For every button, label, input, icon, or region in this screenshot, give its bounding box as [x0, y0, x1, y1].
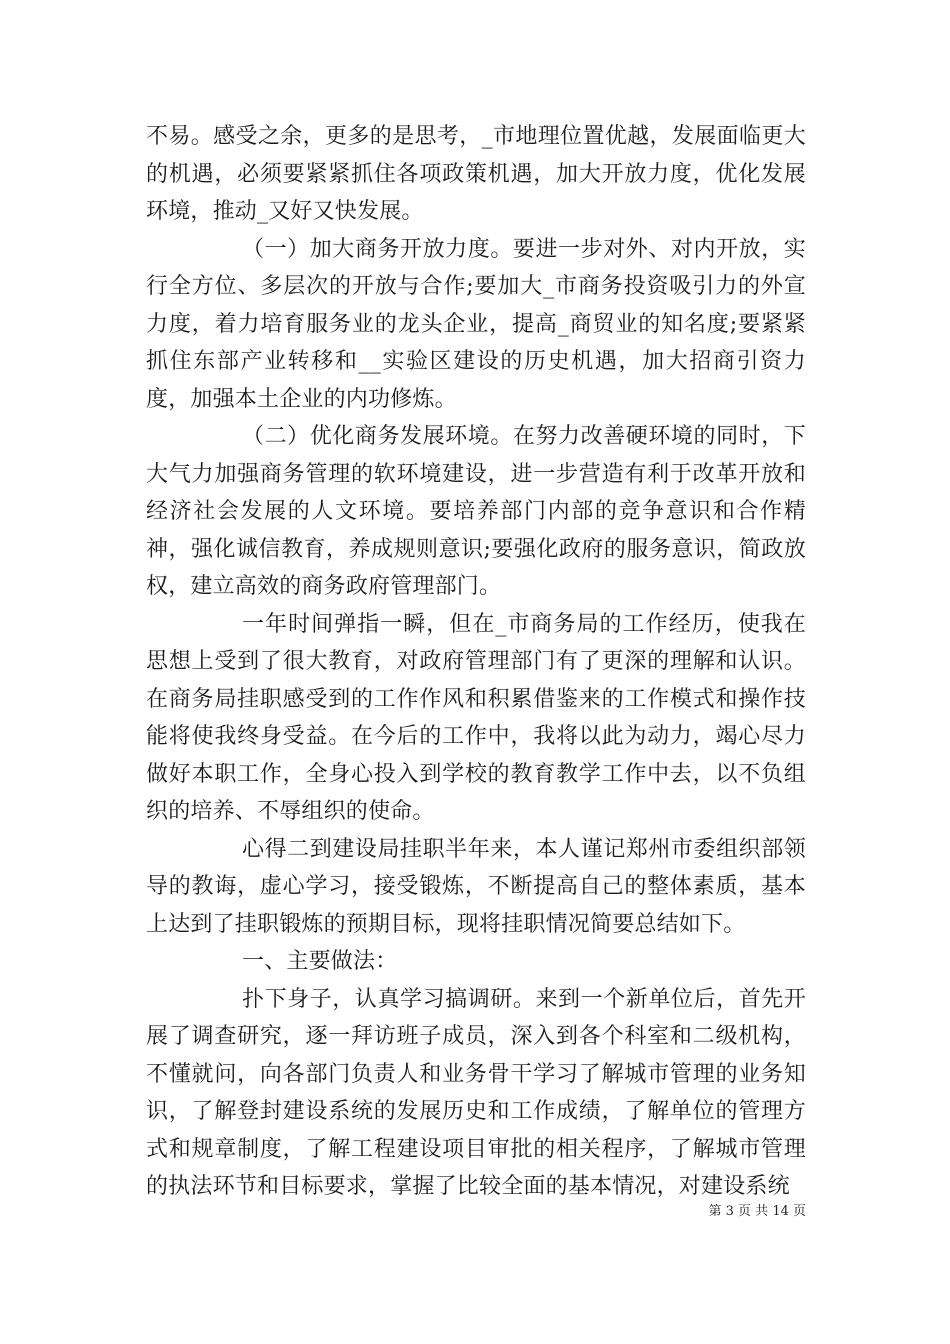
document-body — [146, 118, 806, 1206]
paragraph-2: （一）加大商务开放力度。要进一步对外、对内开放，实行全方位、多层次的开放与合作;要加大_市商务投资吸引力的外宣力度，着力培育服务业的龙头企业，提高_商贸业的知名度;要紧紧抓住东部产业转移和__实验区建设的历史机遇，加大招商引资力度，加强本土企业的内功修炼。 — [146, 236, 806, 412]
paragraph-1: 不易。感受之余，更多的是思考，_市地理位置优越，发展面临更大的机遇，必须要紧紧抓住各项政策机遇，加大开放力度，优化发展环境，推动_又好又快发展。 — [146, 124, 806, 224]
paragraph-3: （二）优化商务发展环境。在努力改善硬环境的同时，下大气力加强商务管理的软环境建设，进一步营造有利于改革开放和经济社会发展的人文环境。要培养部门内部的竞争意识和合作精神，强化诚信教育，养成规则意识;要强化政府的服务意识，简政放权，建立高效的商务政府管理部门。 — [146, 424, 806, 599]
paragraph-7: 扑下身子，认真学习搞调研。来到一个新单位后，首先开展了调查研究，逐一拜访班子成员，深入到各个科室和二级机构，不懂就问，向各部门负责人和业务骨干学习了解城市管理的业务知识，了解登封建设系统的发展历史和工作成绩，了解单位的管理方式和规章制度，了解工程建设项目审批的相关程序，了解城市管理的执法环节和目标要求，掌握了比较全面的基本情况，对建设系统 — [146, 986, 806, 1199]
page-number-footer: 第 3 页 共 14 页 — [708, 1204, 806, 1219]
section-heading: 一、主要做法： — [242, 949, 398, 974]
paragraph-4: 一年时间弹指一瞬，但在_市商务局的工作经历，使我在思想上受到了很大教育，对政府管理部门有了更深的理解和认识。在商务局挂职感受到的工作作风和积累借鉴来的工作模式和操作技能将使我终身受益。在今后的工作中，我将以此为动力，竭心尽力做好本职工作，全身心投入到学校的教育教学工作中去，以不负组织的培养、不辱组织的使命。 — [146, 611, 806, 824]
paragraph-5: 心得二到建设局挂职半年来，本人谨记郑州市委组织部领导的教诲，虚心学习，接受锻炼，不断提高自己的整体素质，基本上达到了挂职锻炼的预期目标，现将挂职情况简要总结如下。 — [146, 836, 806, 937]
